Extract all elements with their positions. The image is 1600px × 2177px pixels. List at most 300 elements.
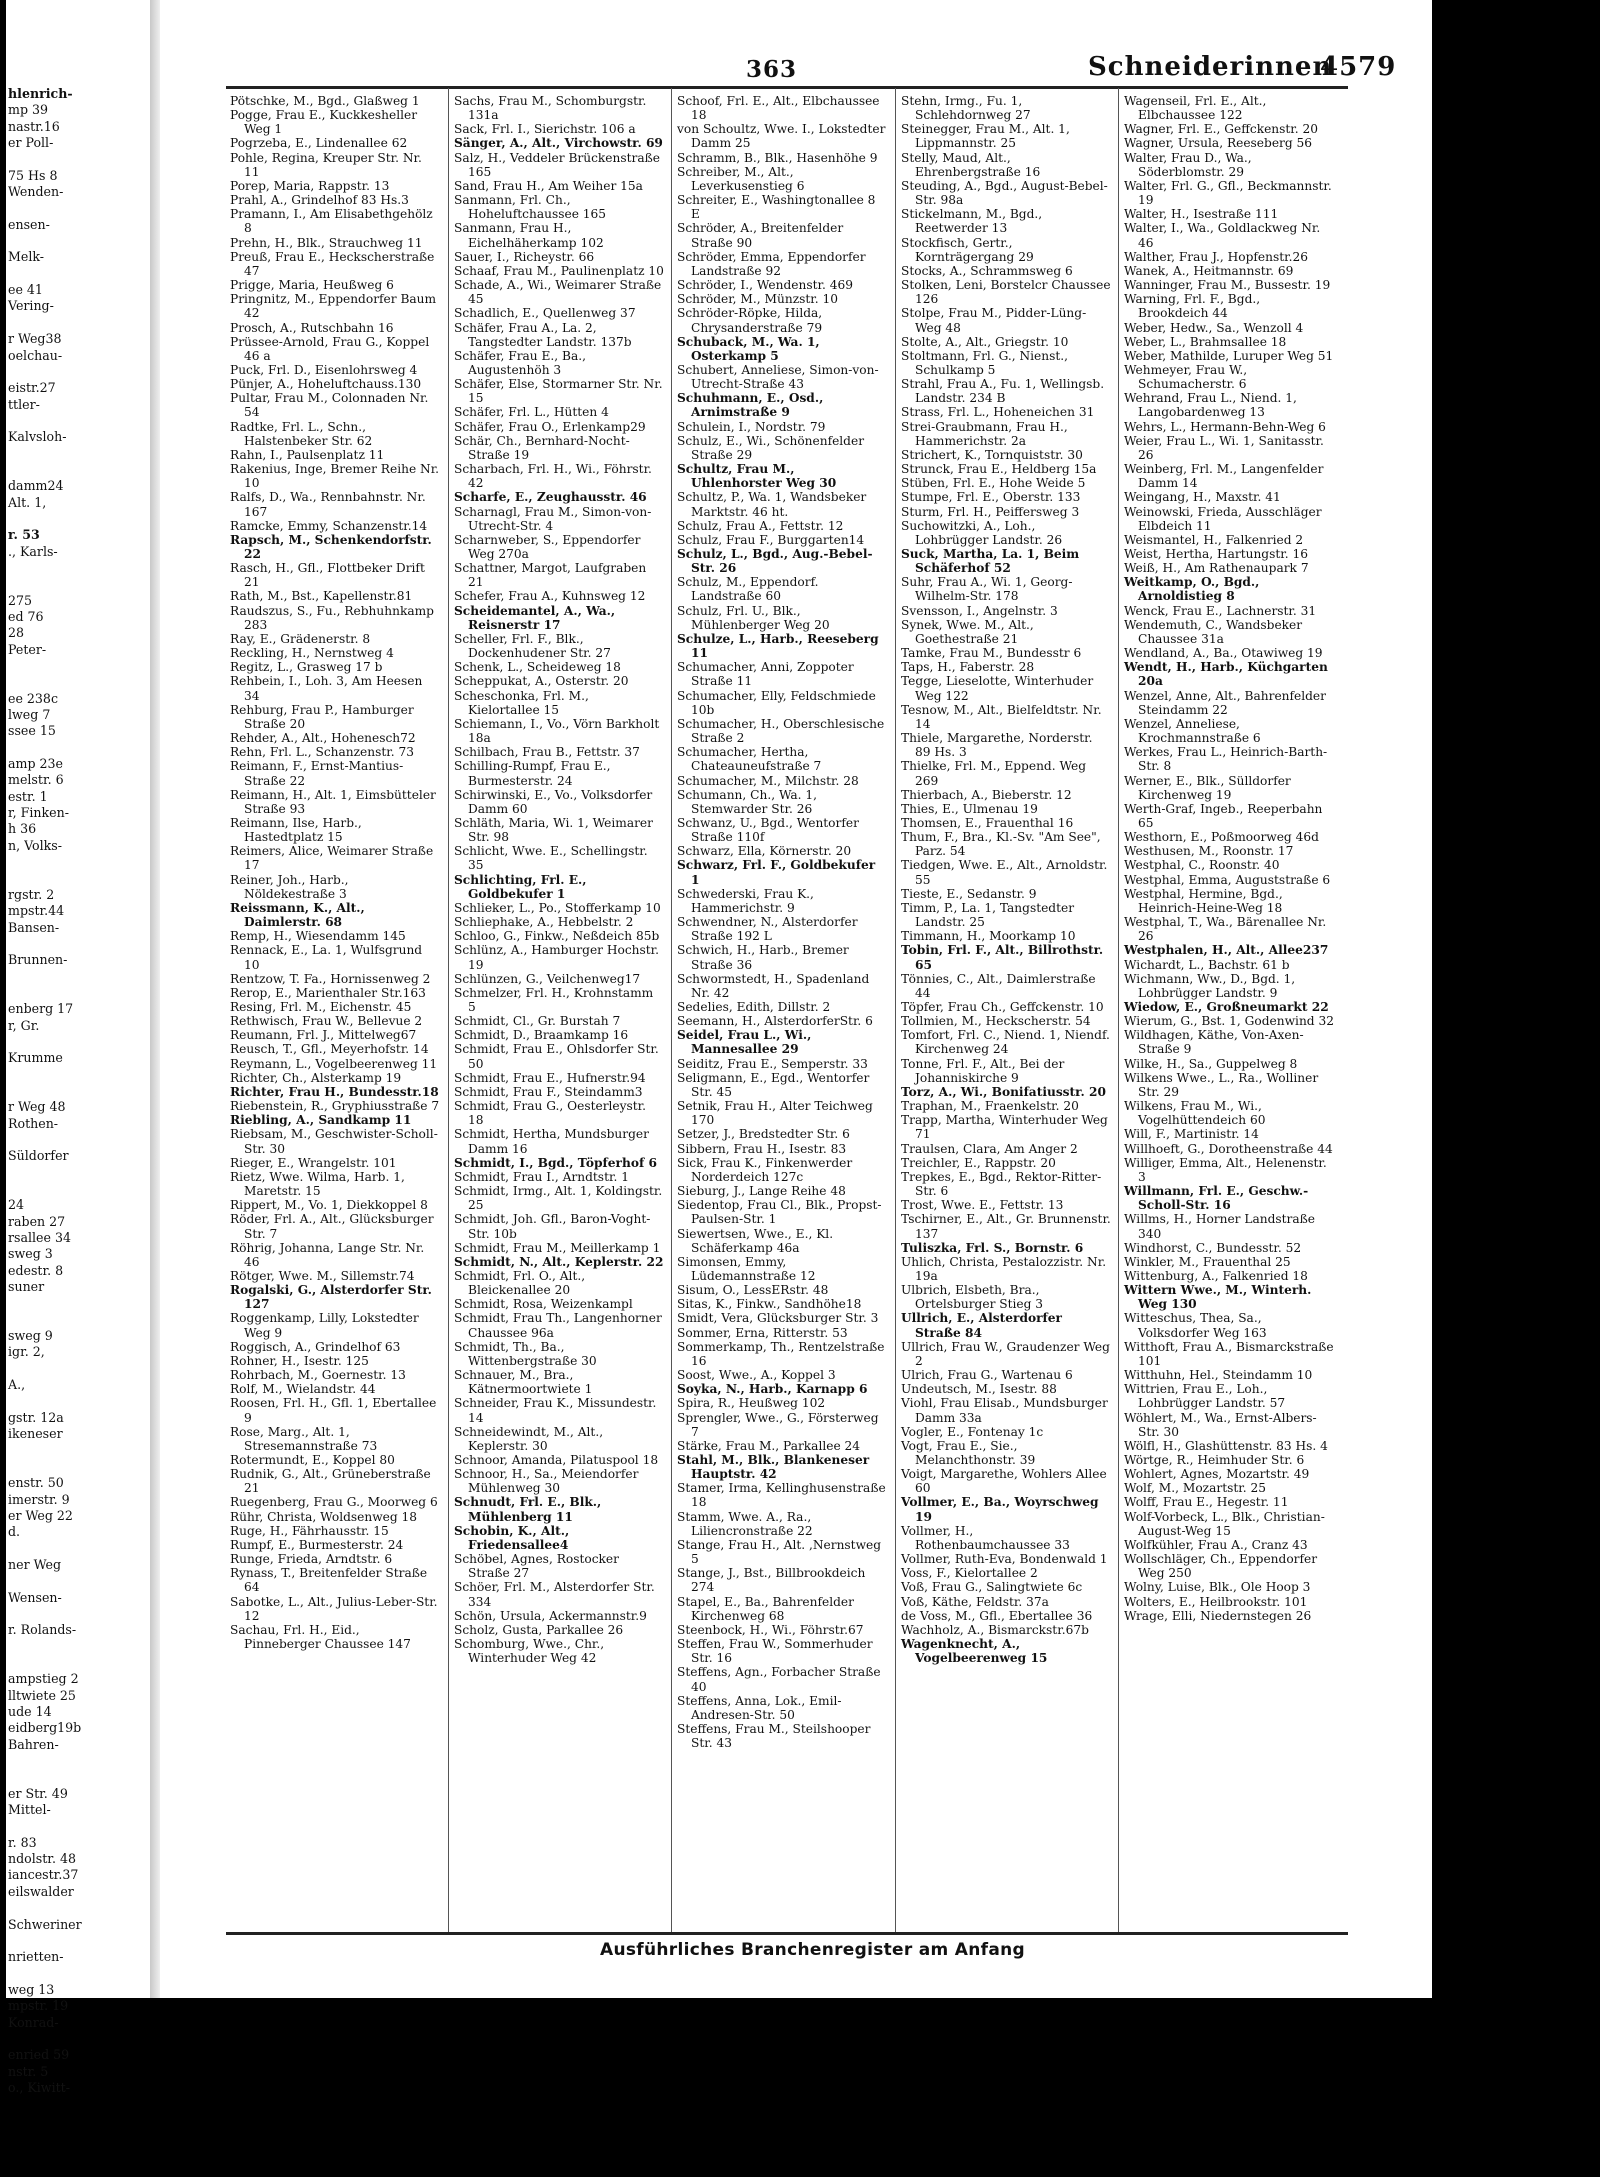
directory-entry: Schröder, I., Wendenstr. 469: [677, 278, 853, 293]
directory-entry: Schilling-Rumpf, Frau E., Burmesterstr. 24: [454, 759, 611, 788]
margin-fragment: oelchau-: [8, 347, 63, 363]
column-divider: [671, 88, 672, 1932]
directory-entry: Strichert, K., Tornquiststr. 30: [901, 447, 1083, 462]
directory-entry: Schäfer, Frau A., La. 2, Tangstedter Landstr. 137b: [454, 320, 632, 349]
directory-entry: Wachholz, A., Bismarckstr.67b: [901, 1622, 1089, 1637]
directory-entry: Schuback, M., Wa. 1, Osterkamp 5: [677, 334, 820, 363]
directory-entry: Will, F., Martinistr. 14: [1124, 1127, 1259, 1142]
directory-entry: Weier, Frau L., Wi. 1, Sanitasstr. 26: [1124, 433, 1324, 462]
directory-entry: Schlicht, Wwe. E., Schellingstr. 35: [454, 844, 648, 873]
margin-fragment: er Weg 22: [8, 1507, 73, 1523]
margin-fragment: gstr. 12a: [8, 1409, 64, 1425]
directory-entry: Stange, J., Bst., Billbrookdeich 274: [677, 1566, 866, 1595]
directory-entry: Wagner, Ursula, Reeseberg 56: [1124, 136, 1313, 151]
directory-entry: Schmidt, Joh. Gfl., Baron-Voght-Str. 10b: [454, 1212, 651, 1241]
directory-entry: Schwendner, N., Alsterdorfer Straße 192 L: [677, 915, 858, 944]
directory-entry: Schwarz, Ella, Körnerstr. 20: [677, 844, 852, 859]
margin-fragment: Wensen-: [8, 1589, 62, 1605]
directory-entry: Sauer, I., Richeystr. 66: [454, 249, 595, 264]
directory-entry: Schröder, Emma, Eppendorfer Landstraße 92: [677, 249, 866, 278]
margin-fragment: Kalvsloh-: [8, 429, 67, 445]
margin-fragment: d.: [8, 1524, 21, 1540]
directory-entry: Tesnow, M., Alt., Bielfeldtstr. Nr. 14: [901, 702, 1102, 731]
directory-entry: Schulein, I., Nordstr. 79: [677, 419, 826, 434]
directory-entry: Schäfer, Frl. L., Hütten 4: [454, 405, 609, 420]
margin-fragment: [8, 1818, 148, 1834]
directory-entry: Soyka, N., Harb., Karnapp 6: [677, 1382, 868, 1397]
directory-entry: Schiemann, I., Vo., Vörn Barkholt 18a: [454, 716, 660, 746]
directory-entry: Pogge, Frau E., Kuckkesheller Weg 1: [230, 108, 418, 137]
directory-entry: Werth-Graf, Ingeb., Reeperbahn 65: [1124, 801, 1323, 830]
directory-entry: Rieger, E., Wrangelstr. 101: [230, 1155, 397, 1170]
directory-entry: Preuß, Frau E., Heckscherstraße 47: [230, 249, 435, 278]
directory-entry: Schmidt, Th., Ba., Wittenbergstraße 30: [454, 1339, 597, 1368]
directory-entry: Tonne, Frl. F., Alt., Bei der Johanniskirche 9: [901, 1056, 1065, 1085]
directory-entry: Schlünzen, G., Veilchenweg17: [454, 971, 641, 986]
directory-entry: Schuhmann, E., Osd., Arnimstraße 9: [677, 391, 824, 420]
directory-entry: Schulz, L., Bgd., Aug.-Bebel-Str. 26: [677, 547, 873, 576]
directory-entry: Smidt, Vera, Glücksburger Str. 3: [677, 1311, 879, 1326]
directory-entry: Werkes, Frau L., Heinrich-Barth-Str. 8: [1124, 745, 1328, 774]
directory-entry: Westhorn, E., Poßmoorweg 46d: [1124, 830, 1319, 845]
margin-fragment: [8, 233, 148, 249]
directory-entry: Rose, Marg., Alt. 1, Stresemannstraße 73: [230, 1424, 378, 1453]
directory-entry: Strahl, Frau A., Fu. 1, Wellingsb. Landstr. 234 B: [901, 377, 1105, 406]
directory-entry: Vollmer, E., Ba., Woyrschweg 19: [901, 1495, 1099, 1524]
directory-entry: Schreiber, M., Alt., Leverkusenstieg 6: [677, 164, 805, 193]
directory-entry: Rietz, Wwe. Wilma, Harb. 1, Maretstr. 15: [230, 1169, 405, 1199]
margin-fragment: ensen-: [8, 216, 50, 232]
directory-entry: Stoltmann, Frl. G., Nienst., Schulkamp 5: [901, 348, 1069, 377]
margin-fragment: [8, 2031, 148, 2047]
directory-entry: Pultar, Frau M., Colonnaden Nr. 54: [230, 391, 429, 420]
directory-entry: Weber, Hedw., Sa., Wenzoll 4: [1124, 320, 1304, 335]
margin-fragment: nrietten-: [8, 1949, 64, 1965]
page-footer: Ausführliches Branchenregister am Anfang: [600, 1940, 1025, 1960]
margin-fragment: Bahren-: [8, 1736, 59, 1752]
margin-fragment: ner Weg: [8, 1556, 62, 1572]
margin-fragment: eistr.27: [8, 380, 56, 396]
directory-entry: Schnoor, Amanda, Pilatuspool 18: [454, 1453, 659, 1467]
directory-entry: Thielke, Frl. M., Eppend. Weg 269: [901, 759, 1087, 788]
directory-entry: Setnik, Frau H., Alter Teichweg 170: [677, 1099, 873, 1128]
margin-fragment: rsallee 34: [8, 1230, 71, 1246]
margin-fragment: [8, 1295, 148, 1311]
margin-fragment: edestr. 8: [8, 1262, 64, 1278]
directory-entry: Ruegenberg, Frau G., Moorweg 6: [230, 1495, 438, 1510]
footer-rule: [226, 1932, 1348, 1935]
directory-entry: Schmidt, Frau G., Oesterleystr. 18: [454, 1099, 647, 1128]
directory-entry: Stolken, Leni, Borstelcr Chaussee 126: [901, 278, 1111, 307]
directory-entry: Westhusen, M., Roonstr. 17: [1124, 844, 1294, 859]
margin-fragment: [8, 560, 148, 576]
margin-fragment: ampstieg 2: [8, 1671, 79, 1687]
directory-entry: Ullrich, Frau W., Graudenzer Weg 2: [901, 1339, 1110, 1368]
directory-entry: Schwormstedt, H., Spadenland Nr. 42: [677, 971, 870, 1000]
directory-entry: Röder, Frl. A., Alt., Glücksburger Str. 7: [230, 1212, 434, 1241]
directory-entry: von Schoultz, Wwe. I., Lokstedter Damm 25: [677, 122, 886, 151]
margin-fragment: [8, 266, 148, 282]
margin-fragment: Peter-: [8, 641, 47, 657]
directory-entry: Taps, H., Faberstr. 28: [901, 660, 1035, 675]
directory-entry: Rohrbach, M., Goernestr. 13: [230, 1368, 406, 1383]
directory-entry: Reimann, H., Alt. 1, Eimsbütteler Straße 93: [230, 787, 436, 816]
directory-entry: Schneider, Frau K., Missundestr. 14: [454, 1396, 657, 1425]
directory-entry: Scharnagl, Frau M., Simon-von-Utrecht-Str. 4: [454, 504, 652, 533]
directory-entry: Timm, P., La. 1, Tangstedter Landstr. 25: [901, 900, 1075, 930]
margin-fragment: [8, 1541, 148, 1557]
directory-entry: Weist, Hertha, Hartungstr. 16: [1124, 547, 1308, 561]
directory-entry: Stamm, Wwe. A., Ra., Liliencronstraße 22: [677, 1509, 813, 1538]
directory-entry: Sommer, Erna, Ritterstr. 53: [677, 1325, 848, 1340]
listing-column-1: [230, 94, 440, 1930]
directory-entry: Viohl, Frau Elisab., Mundsburger Damm 33a: [901, 1396, 1108, 1425]
directory-entry: Schaaf, Frau M., Paulinenplatz 10: [454, 263, 664, 278]
directory-entry: Scheschonka, Frl. M., Kielortallee 15: [454, 688, 589, 717]
directory-entry: Schenk, L., Scheideweg 18: [454, 660, 621, 675]
margin-fragment: [8, 1573, 148, 1589]
margin-fragment: A.,: [8, 1377, 26, 1393]
margin-fragment: 28: [8, 625, 25, 641]
margin-fragment: [8, 1606, 148, 1622]
directory-entry: Rogalski, G., Alsterdorfer Str. 127: [230, 1283, 432, 1312]
directory-entry: Tamke, Frau M., Bundesstr 6: [901, 646, 1082, 661]
directory-entry: Rudnik, G., Alt., Grüneberstraße 21: [230, 1467, 431, 1496]
directory-entry: Schattner, Margot, Laufgraben 21: [454, 561, 647, 590]
directory-entry: Steuding, A., Bgd., August-Bebel-Str. 98a: [901, 178, 1108, 208]
page-number: 363: [746, 56, 798, 83]
directory-entry: Schmidt, D., Braamkamp 16: [454, 1028, 629, 1043]
directory-entry: Reumann, Frl. J., Mittelweg67: [230, 1028, 417, 1043]
directory-entry: Rolf, M., Wielandstr. 44: [230, 1382, 376, 1397]
margin-fragment: [8, 740, 148, 756]
directory-entry: Seiditz, Frau E., Semperstr. 33: [677, 1056, 868, 1071]
directory-entry: Schön, Ursula, Ackermannstr.9: [454, 1608, 647, 1623]
directory-entry: Rehbein, I., Loh. 3, Am Heesen 34: [230, 674, 423, 703]
directory-entry: Torz, A., Wi., Bonifatiusstr. 20: [901, 1084, 1106, 1099]
directory-entry: Soost, Wwe., A., Koppel 3: [677, 1368, 836, 1383]
directory-entry: Schumacher, H., Oberschlesische Straße 2: [677, 716, 885, 746]
directory-entry: Schumacher, Hertha, Chateauneufstraße 7: [677, 745, 822, 774]
directory-entry: Wiedow, E., Großneumarkt 22: [1124, 1000, 1329, 1014]
directory-entry: Willhoeft, G., Dorotheenstraße 44: [1124, 1141, 1333, 1156]
margin-fragment: damm24: [8, 478, 64, 494]
directory-entry: Sprengler, Wwe., G., Försterweg 7: [677, 1410, 879, 1439]
page-gutter: [150, 0, 160, 1998]
directory-entry: Svensson, I., Angelnstr. 3: [901, 603, 1058, 618]
directory-entry: Synek, Wwe. M., Alt., Goethestraße 21: [901, 617, 1034, 646]
directory-entry: Wolf, M., Mozartstr. 25: [1124, 1481, 1266, 1496]
margin-fragment: ., Karls-: [8, 543, 58, 559]
margin-fragment: nstr. 5: [8, 2063, 49, 2079]
directory-entry: Stolte, A., Alt., Griegstr. 10: [901, 334, 1069, 349]
directory-entry: Wichmann, Ww., D., Bgd. 1, Lohbrügger Landstr. 9: [1124, 971, 1296, 1000]
directory-entry: Uhlich, Christa, Pestalozzistr. Nr. 19a: [901, 1254, 1107, 1283]
directory-entry: Schmidt, Frl. O., Alt., Bleickenallee 20: [454, 1268, 586, 1298]
directory-entry: Thum, F., Bra., Kl.-Sv. "Am See", Parz. 54: [901, 830, 1101, 859]
margin-fragment: [8, 576, 148, 592]
directory-entry: Suchowitzki, A., Loh., Lohbrügger Landstr. 26: [901, 518, 1063, 547]
margin-fragment: estr. 1: [8, 788, 48, 804]
directory-entry: Sanmann, Frl. Ch., Hoheluftchaussee 165: [454, 193, 607, 222]
margin-fragment: Wenden-: [8, 184, 64, 200]
directory-entry: Schläth, Maria, Wi. 1, Weimarer Str. 98: [454, 815, 653, 845]
margin-fragment: r. 53: [8, 527, 40, 543]
margin-fragment: [8, 1769, 148, 1785]
directory-entry: Wörtge, R., Heimhuder Str. 6: [1124, 1453, 1305, 1467]
directory-entry: Rethwisch, Frau W., Bellevue 2: [230, 1014, 423, 1029]
directory-entry: Wendland, A., Ba., Otawiweg 19: [1124, 646, 1323, 661]
directory-entry: Stamer, Irma, Kellinghusenstraße 18: [677, 1481, 886, 1510]
directory-entry: Wagenknecht, A., Vogelbeerenweg 15: [901, 1637, 1048, 1666]
directory-entry: Schramm, B., Blk., Hasenhöhe 9: [677, 150, 878, 165]
directory-entry: Steinegger, Frau M., Alt. 1, Lippmannstr. 25: [901, 122, 1070, 151]
margin-fragment: hlenrich-: [8, 86, 73, 101]
directory-entry: Traphan, M., Fraenkelstr. 20: [901, 1099, 1079, 1114]
margin-fragment: [8, 1443, 148, 1459]
directory-entry: Richter, Ch., Alsterkamp 19: [230, 1070, 402, 1085]
directory-entry: Rentzow, T. Fa., Hornissenweg 2: [230, 971, 431, 986]
directory-entry: Rapsch, M., Schenkendorfstr. 22: [230, 532, 432, 561]
directory-entry: Schöer, Frl. M., Alsterdorfer Str. 334: [454, 1580, 655, 1609]
directory-entry: Wagenseil, Frl. E., Alt., Elbchaussee 122: [1124, 94, 1267, 123]
margin-fragment: [8, 1034, 148, 1050]
directory-entry: Remp, H., Wiesendamm 145: [230, 929, 406, 944]
directory-entry: Runge, Frieda, Arndtstr. 6: [230, 1552, 393, 1567]
directory-entry: Weber, L., Brahmsallee 18: [1124, 334, 1287, 349]
directory-entry: Voss, F., Kielortallee 2: [901, 1566, 1038, 1581]
directory-entry: Stehn, Irmg., Fu. 1, Schlehdornweg 27: [901, 94, 1031, 123]
directory-entry: Reusch, T., Gfl., Meyerhofstr. 14: [230, 1042, 429, 1057]
directory-entry: Thies, E., Ulmenau 19: [901, 801, 1038, 816]
margin-fragment: [8, 1655, 148, 1671]
directory-entry: Porep, Maria, Rappstr. 13: [230, 178, 390, 193]
directory-entry: Töpfer, Frau Ch., Geffckenstr. 10: [901, 1000, 1104, 1014]
directory-entry: Sand, Frau H., Am Weiher 15a: [454, 178, 643, 193]
directory-entry: Steffens, Frau M., Steilshooper Str. 43: [677, 1721, 871, 1751]
directory-entry: Schlichting, Frl. E., Goldbekufer 1: [454, 872, 587, 901]
directory-entry: Ruge, H., Fährhausstr. 15: [230, 1523, 389, 1538]
margin-fragment: [8, 413, 148, 429]
directory-entry: Prigge, Maria, Heußweg 6: [230, 278, 394, 293]
directory-entry: Wierum, G., Bst. 1, Godenwind 32: [1124, 1014, 1334, 1029]
margin-fragment: rgstr. 2: [8, 886, 55, 902]
directory-entry: Windhorst, C., Bundesstr. 52: [1124, 1240, 1302, 1255]
directory-entry: Tuliszka, Frl. S., Bornstr. 6: [901, 1240, 1084, 1255]
margin-fragment: [8, 1966, 148, 1982]
directory-entry: Weiß, H., Am Rathenaupark 7: [1124, 561, 1309, 576]
directory-entry: Ray, E., Grädenerstr. 8: [230, 631, 371, 646]
directory-entry: Rippert, M., Vo. 1, Diekkoppel 8: [230, 1198, 428, 1213]
directory-entry: Reckling, H., Nernstweg 4: [230, 646, 394, 661]
margin-fragment: [8, 200, 148, 216]
directory-entry: Rynass, T., Breitenfelder Straße 64: [230, 1566, 428, 1595]
directory-entry: Pringnitz, M., Eppendorfer Baum 42: [230, 292, 437, 321]
scan-border-left: [0, 0, 6, 1998]
directory-entry: Schomburg, Wwe., Chr., Winterhuder Weg 42: [454, 1637, 605, 1666]
directory-entry: Rahn, I., Paulsenplatz 11: [230, 447, 385, 462]
directory-entry: Steffens, Anna, Lok., Emil-Andresen-Str. 50: [677, 1693, 842, 1722]
directory-entry: Wohlert, Agnes, Mozartstr. 49: [1124, 1467, 1310, 1482]
margin-fragment: ttler-: [8, 396, 40, 412]
margin-fragment: suner: [8, 1279, 45, 1295]
directory-entry: Warning, Frl. F., Bgd., Brookdeich 44: [1124, 292, 1261, 321]
directory-entry: Schulz, E., Wi., Schönenfelder Straße 29: [677, 433, 865, 462]
margin-fragment: enberg 17: [8, 1001, 74, 1017]
directory-entry: Stelly, Maud, Alt., Ehrenbergstraße 16: [901, 150, 1041, 179]
margin-fragment: [8, 985, 148, 1001]
directory-entry: Tegge, Lieselotte, Winterhuder Weg 122: [901, 674, 1094, 703]
directory-entry: Walter, I., Wa., Goldlackweg Nr. 46: [1124, 221, 1321, 250]
directory-entry: Prosch, A., Rutschbahn 16: [230, 320, 394, 335]
margin-fragment: r Weg 48: [8, 1099, 66, 1115]
margin-fragment: ude 14: [8, 1704, 52, 1720]
directory-entry: Schirwinski, E., Vo., Volksdorfer Damm 60: [454, 787, 653, 816]
directory-entry: Suck, Martha, La. 1, Beim Schäferhof 52: [901, 547, 1080, 576]
directory-entry: Stolpe, Frau M., Pidder-Lüng-Weg 48: [901, 306, 1087, 335]
directory-entry: Suhr, Frau A., Wi. 1, Georg-Wilhelm-Str. 178: [901, 575, 1073, 604]
directory-entry: Steffens, Agn., Forbacher Straße 40: [677, 1665, 881, 1694]
directory-entry: Schmidt, N., Alt., Keplerstr. 22: [454, 1254, 664, 1269]
directory-entry: Weinberg, Frl. M., Langenfelder Damm 14: [1124, 462, 1324, 491]
directory-entry: Reimann, F., Ernst-Mantius-Straße 22: [230, 759, 404, 788]
directory-entry: Siedentop, Frau Cl., Blk., Propst-Paulsen-Str. 1: [677, 1198, 882, 1227]
directory-entry: Traulsen, Clara, Am Anger 2: [901, 1141, 1078, 1156]
directory-entry: Westphal, Hermine, Bgd., Heinrich-Heine-Weg 18: [1124, 886, 1283, 915]
column-divider: [895, 88, 896, 1932]
scan-border-right: [1432, 0, 1600, 2177]
directory-entry: Riebenstein, R., Gryphiusstraße 7: [230, 1099, 440, 1114]
scan-border-bottom: [0, 1998, 1432, 2177]
directory-entry: Schwederski, Frau K., Hammerichstr. 9: [677, 886, 814, 915]
directory-entry: Schefer, Frau A., Kuhnsweg 12: [454, 589, 646, 604]
margin-fragment: r, Gr.: [8, 1017, 40, 1033]
margin-fragment: Mittel-: [8, 1802, 51, 1818]
directory-entry: Tschirner, E., Alt., Gr. Brunnenstr. 137: [901, 1212, 1111, 1241]
directory-entry: Ullrich, E., Alsterdorfer Straße 84: [901, 1311, 1062, 1340]
directory-entry: Wilkens, Frau M., Wi., Vogelhüttendeich 60: [1124, 1099, 1266, 1128]
margin-fragment: h 36: [8, 821, 37, 837]
margin-fragment: [8, 1132, 148, 1148]
margin-fragment: raben 27: [8, 1213, 66, 1229]
margin-fragment: [8, 1165, 148, 1181]
directory-entry: Winkler, M., Frauenthal 25: [1124, 1254, 1291, 1269]
directory-entry: Wittenburg, A., Falkenried 18: [1124, 1268, 1308, 1283]
directory-entry: Resing, Frl. M., Eichenstr. 45: [230, 1000, 412, 1014]
directory-entry: Schwarz, Frl. F., Goldbekufer 1: [677, 858, 876, 887]
directory-entry: Schloo, G., Finkw., Neßdeich 85b: [454, 929, 660, 944]
directory-entry: Schmidt, Frau E., Hufnerstr.94: [454, 1070, 646, 1085]
directory-entry: Thiele, Margarethe, Norderstr. 89 Hs. 3: [901, 731, 1093, 760]
directory-entry: Schultz, Frau M., Uhlenhorster Weg 30: [677, 462, 837, 491]
directory-entry: Rühr, Christa, Woldsenweg 18: [230, 1509, 418, 1524]
directory-entry: Weingang, H., Maxstr. 41: [1124, 490, 1281, 505]
directory-entry: Schwich, H., Harb., Bremer Straße 36: [677, 943, 849, 972]
margin-fragment: er Poll-: [8, 135, 54, 151]
directory-entry: Tiedgen, Wwe. E., Alt., Arnoldstr. 55: [901, 858, 1108, 887]
directory-entry: Wittrien, Frau E., Loh., Lohbrügger Landstr. 57: [1124, 1382, 1286, 1411]
margin-fragment: eilswalder: [8, 1883, 74, 1899]
directory-entry: Rotermundt, E., Koppel 80: [230, 1453, 395, 1467]
directory-entry: Schmidt, Rosa, Weizenkampl: [454, 1297, 633, 1312]
directory-entry: Wehmeyer, Frau W., Schumacherstr. 6: [1124, 362, 1248, 392]
directory-entry: Simonsen, Emmy, Lüdemannstraße 12: [677, 1254, 816, 1283]
directory-entry: Rehn, Frl. L., Schanzenstr. 73: [230, 745, 414, 760]
directory-entry: Westphal, T., Wa., Bärenallee Nr. 26: [1124, 915, 1327, 944]
margin-fragment: igr. 2,: [8, 1344, 45, 1360]
margin-fragment: [8, 1753, 148, 1769]
directory-entry: Stumpe, Frl. E., Oberstr. 133: [901, 490, 1081, 505]
directory-entry: Prehn, H., Blk., Strauchweg 11: [230, 235, 423, 250]
directory-entry: Seligmann, E., Egd., Wentorfer Str. 45: [677, 1070, 870, 1099]
directory-entry: Walter, Frl. G., Gfl., Beckmannstr. 19: [1124, 178, 1332, 208]
directory-entry: Sänger, A., Alt., Virchowstr. 69: [454, 136, 663, 151]
directory-entry: Ulrich, Frau G., Wartenau 6: [901, 1368, 1073, 1383]
directory-entry: Stahl, M., Blk., Blankeneser Hauptstr. 42: [677, 1453, 870, 1482]
directory-entry: Wölfl, H., Glashüttenstr. 83 Hs. 4: [1124, 1438, 1328, 1453]
directory-entry: Sack, Frl. I., Sierichstr. 106 a: [454, 122, 636, 137]
directory-entry: Pötschke, M., Bgd., Glaßweg 1: [230, 94, 420, 108]
directory-entry: Wolff, Frau E., Hegestr. 11: [1124, 1495, 1289, 1510]
directory-entry: Ralfs, D., Wa., Rennbahnstr. Nr. 167: [230, 490, 426, 519]
directory-entry: Reimers, Alice, Weimarer Straße 17: [230, 844, 434, 873]
directory-entry: Rath, M., Bst., Kapellenstr.81: [230, 589, 413, 604]
directory-entry: Wolfkühler, Frau A., Cranz 43: [1124, 1537, 1308, 1552]
directory-entry: Schulz, Frau A., Fettstr. 12: [677, 518, 844, 533]
margin-fragment: er Str. 49: [8, 1785, 68, 1801]
directory-entry: Schmelzer, Frl. H., Krohnstamm 5: [454, 985, 654, 1014]
directory-entry: Sick, Frau K., Finkenwerder Norderdeich 127c: [677, 1155, 853, 1184]
margin-fragment: Melk-: [8, 249, 45, 265]
margin-fragment: [8, 1361, 148, 1377]
directory-entry: de Voss, M., Gfl., Ebertallee 36: [901, 1608, 1093, 1623]
margin-fragment: eidberg19b: [8, 1720, 82, 1736]
directory-entry: Schmidt, Frau E., Ohlsdorfer Str. 50: [454, 1042, 659, 1071]
margin-fragment: [8, 1459, 148, 1475]
directory-entry: Thomsen, E., Frauenthal 16: [901, 815, 1074, 830]
margin-fragment: ndolstr. 48: [8, 1851, 76, 1867]
directory-entry: Vollmer, Ruth-Eva, Bondenwald 1: [901, 1552, 1108, 1567]
directory-entry: Schulz, M., Eppendorf. Landstraße 60: [677, 575, 819, 604]
margin-fragment: 275: [8, 592, 33, 608]
directory-entry: Schade, A., Wi., Weimarer Straße 45: [454, 278, 662, 307]
margin-fragment: melstr. 6: [8, 772, 64, 788]
directory-entry: Schumacher, Elly, Feldschmiede 10b: [677, 688, 876, 717]
margin-fragment: Brunnen-: [8, 952, 68, 968]
directory-entry: Wehrand, Frau L., Niend. 1, Langobardenweg 13: [1124, 391, 1297, 420]
directory-entry: Wanninger, Frau M., Bussestr. 19: [1124, 278, 1331, 293]
directory-entry: Wolny, Luise, Blk., Ole Hoop 3: [1124, 1580, 1311, 1595]
directory-entry: Trost, Wwe. E., Fettstr. 13: [901, 1198, 1064, 1213]
margin-fragment: [8, 462, 148, 478]
margin-fragment: [8, 1083, 148, 1099]
directory-entry: Sachs, Frau M., Schomburgstr. 131a: [454, 94, 647, 123]
margin-fragment: [8, 151, 148, 167]
margin-fragment: n, Volks-: [8, 837, 63, 853]
directory-entry: Roggisch, A., Grindelhof 63: [230, 1339, 401, 1354]
directory-entry: Westphalen, H., Alt., Allee237: [1124, 943, 1329, 958]
directory-entry: Witthuhn, Hel., Steindamm 10: [1124, 1368, 1313, 1383]
directory-entry: Schnudt, Frl. E., Blk., Mühlenberg 11: [454, 1495, 602, 1524]
directory-entry: Schmidt, Hertha, Mundsburger Damm 16: [454, 1127, 649, 1156]
directory-entry: Stickelmann, M., Bgd., Reetwerder 13: [901, 207, 1043, 236]
margin-fragment: lweg 7: [8, 707, 51, 723]
directory-entry: Schreiter, E., Washingtonallee 8 E: [677, 193, 876, 222]
directory-entry: Voß, Käthe, Feldstr. 37a: [901, 1594, 1049, 1609]
column-divider: [448, 88, 449, 1932]
directory-entry: Prahl, A., Grindelhof 83 Hs.3: [230, 193, 409, 208]
header-rule: [226, 86, 1348, 89]
